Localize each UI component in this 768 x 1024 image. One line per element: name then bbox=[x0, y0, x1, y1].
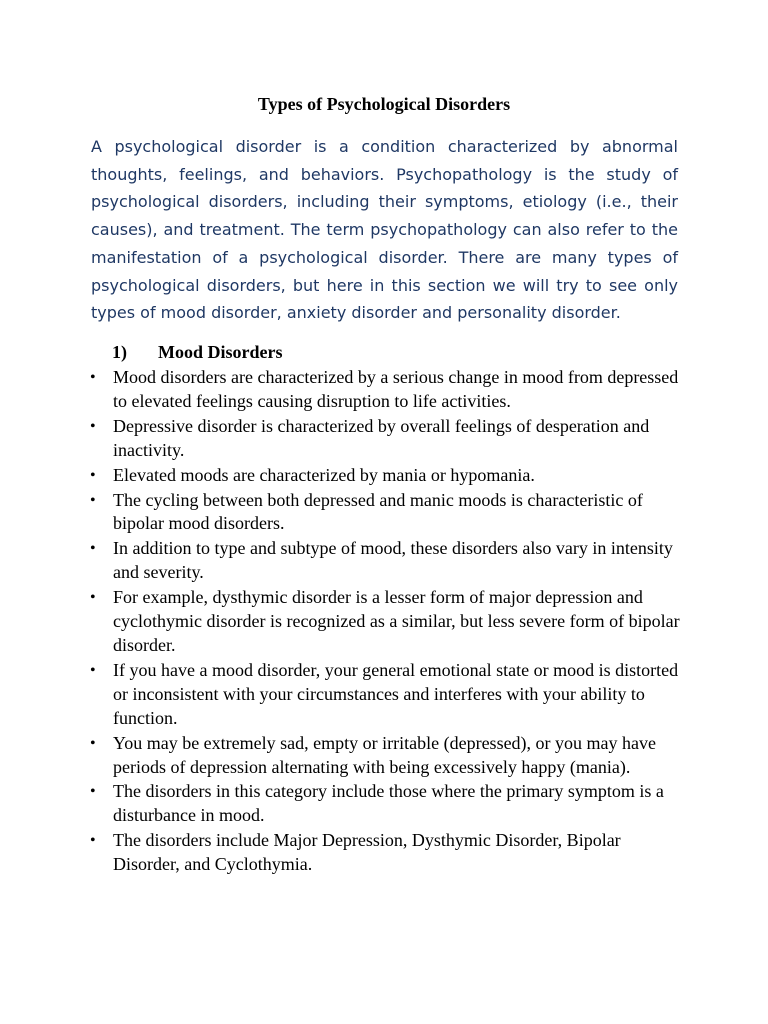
list-item bbox=[90, 537, 680, 585]
list-item bbox=[90, 489, 680, 537]
bullet-icon: • bbox=[90, 491, 96, 509]
bullet-icon: • bbox=[90, 369, 96, 386]
list-item-text: You may be extremely sad, empty or irritable (depressed), or you may have periods of depression alternating with being excessively happy (mania). bbox=[113, 732, 657, 777]
bullet-icon: • bbox=[90, 661, 96, 679]
bullet-icon: • bbox=[90, 466, 96, 484]
list-item bbox=[90, 829, 680, 877]
section-number: 1) bbox=[112, 342, 127, 362]
bullet-icon: • bbox=[90, 417, 96, 435]
bullet-icon: • bbox=[90, 832, 96, 850]
bullet-icon: • bbox=[90, 734, 96, 752]
list-item-text: Depressive disorder is characterized by overall feelings of desperation and inactivity. bbox=[113, 415, 650, 460]
list-item-text: Mood disorders are characterized by a serious change in mood from depressed to elevated feelings causing disruption to life activities. bbox=[113, 367, 679, 411]
section-heading-text: Mood Disorders bbox=[158, 342, 283, 362]
list-item-text: The cycling between both depressed and manic moods is characteristic of bipolar mood disorders. bbox=[113, 489, 643, 534]
bullet-icon: • bbox=[90, 589, 96, 607]
list-item bbox=[90, 586, 680, 658]
bullet-icon: • bbox=[90, 540, 96, 558]
list-item bbox=[90, 732, 680, 780]
intro-paragraph: A psychological disorder is a condition characterized by abnormal thoughts, feelings, and behaviors. Psychopathology is the study of psychological disorders, including their symptoms, etiology (i.e., their causes), and treatment. The term psychopathology can also refer to the manifestation of a psychological disorder. There are many types of psychological disorders, but here in this section we will try to see only types of mood disorder, anxiety disorder and personality disorder. bbox=[91, 137, 678, 323]
bullet-icon: • bbox=[90, 783, 96, 801]
list-item bbox=[90, 366, 680, 414]
section-heading bbox=[112, 342, 283, 363]
list-item-text: The disorders include Major Depression, Dysthymic Disorder, Bipolar Disorder, and Cyclothymia. bbox=[113, 830, 621, 875]
list-item-text: In addition to type and subtype of mood, these disorders also vary in intensity and severity. bbox=[113, 538, 673, 583]
list-item-text: If you have a mood disorder, your general emotional state or mood is distorted or inconsistent with your circumstances and interferes with your ability to function. bbox=[113, 659, 679, 728]
list-item bbox=[90, 415, 680, 463]
list-item-text: For example, dysthymic disorder is a lesser form of major depression and cyclothymic disorder is recognized as a similar, but less severe form of bipolar disorder. bbox=[113, 587, 680, 655]
list-item-text: The disorders in this category include those where the primary symptom is a disturbance in mood. bbox=[113, 781, 664, 826]
list-item bbox=[90, 659, 680, 731]
bullet-list bbox=[90, 366, 680, 878]
page-title: Types of Psychological Disorders bbox=[257, 94, 511, 114]
list-item-text: Elevated moods are characterized by mania or hypomania. bbox=[113, 464, 535, 485]
list-item bbox=[90, 464, 680, 488]
list-item bbox=[90, 780, 680, 828]
